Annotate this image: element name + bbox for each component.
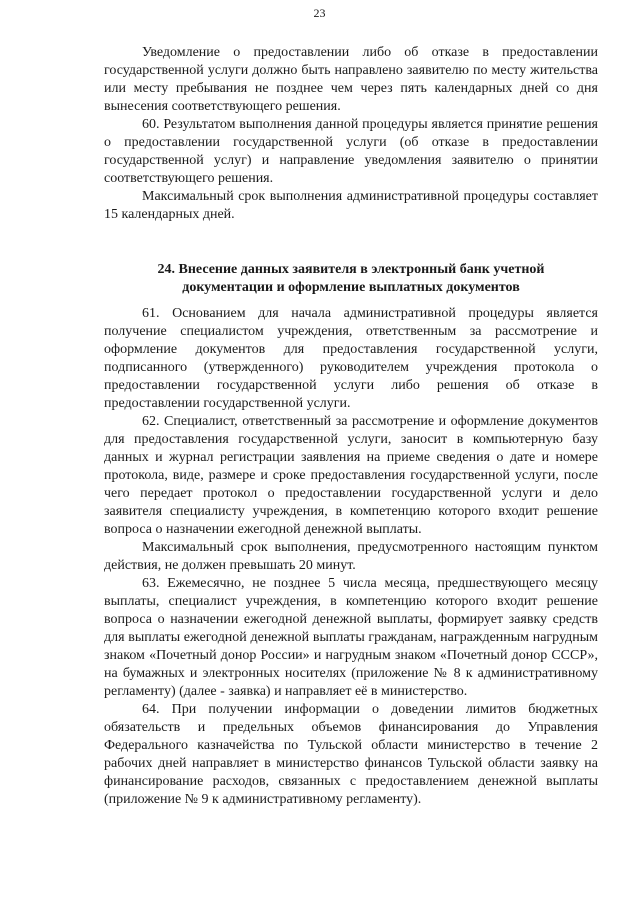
paragraph: Уведомление о предоставлении либо об отказе в предоставлении государственной услуги должно быть направлено заявителю по месту жительства или месту пребывания не позднее чем через пять календарных дней со дня вынесения соответствующего решения.: [104, 45, 598, 114]
paragraph: Максимальный срок выполнения административной процедуры составляет 15 календарных дней.: [104, 189, 598, 222]
top-text-block: [104, 44, 598, 224]
page-number: 23: [313, 6, 326, 20]
section-heading: [104, 261, 598, 297]
paragraph: 63. Ежемесячно, не позднее 5 числа месяца, предшествующего месяцу выплаты, специалист учреждения, в компетенцию которого входит решение вопроса о назначении ежегодной денежной выплаты, формирует заявку средств для выплаты ежегодной денежной выплаты гражданам, награжденным нагрудным знаком «Почетный донор России» и нагрудным знаком «Почетный донор СССР», на бумажных и электронных носителях (приложение № 8 к административному регламенту) (далее - заявка) и направляет её в министерство.: [104, 576, 598, 699]
paragraph: 62. Специалист, ответственный за рассмотрение и оформление документов для предоставления государственной услуги, заносит в компьютерную базу данных и журнал регистрации заявления на приеме сведения о дате и номере протокола, виде, размере и сроке предоставления государственной услуги, после чего передает протокол о предоставлении государственной услуги и дело заявителя специалисту учреждения, в компетенцию которого входит решение вопроса о назначении ежегодной денежной выплаты.: [104, 414, 598, 537]
paragraph: 64. При получении информации о доведении лимитов бюджетных обязательств и предельных объемов финансирования до Управления Федерального казначейства по Тульской области министерство в течение 2 рабочих дней направляет в министерство финансов Тульской области заявку на финансирование расходов, связанных с предоставлением денежной выплаты (приложение № 9 к административному регламенту).: [104, 702, 598, 807]
section-heading-line: 24. Внесение данных заявителя в электронный банк учетной: [157, 262, 545, 277]
section-text-block: [104, 305, 598, 809]
paragraph: 60. Результатом выполнения данной процедуры является принятие решения о предоставлении государственной услуги (об отказе в предоставлении государственной услуг) и направление уведомления заявителю о принятии соответствующего решения.: [104, 117, 598, 186]
paragraph: Максимальный срок выполнения, предусмотренного настоящим пунктом действия, не должен превышать 20 минут.: [104, 540, 598, 573]
section-heading-line: документации и оформление выплатных документов: [182, 280, 520, 295]
paragraph: 61. Основанием для начала административной процедуры является получение специалистом учреждения, ответственным за рассмотрение и оформление документов для предоставления государственной услуги, подписанного (утвержденного) руководителем учреждения протокола о предоставлении государственной услуги либо решения об отказе в предоставлении государственной услуги.: [104, 306, 598, 411]
